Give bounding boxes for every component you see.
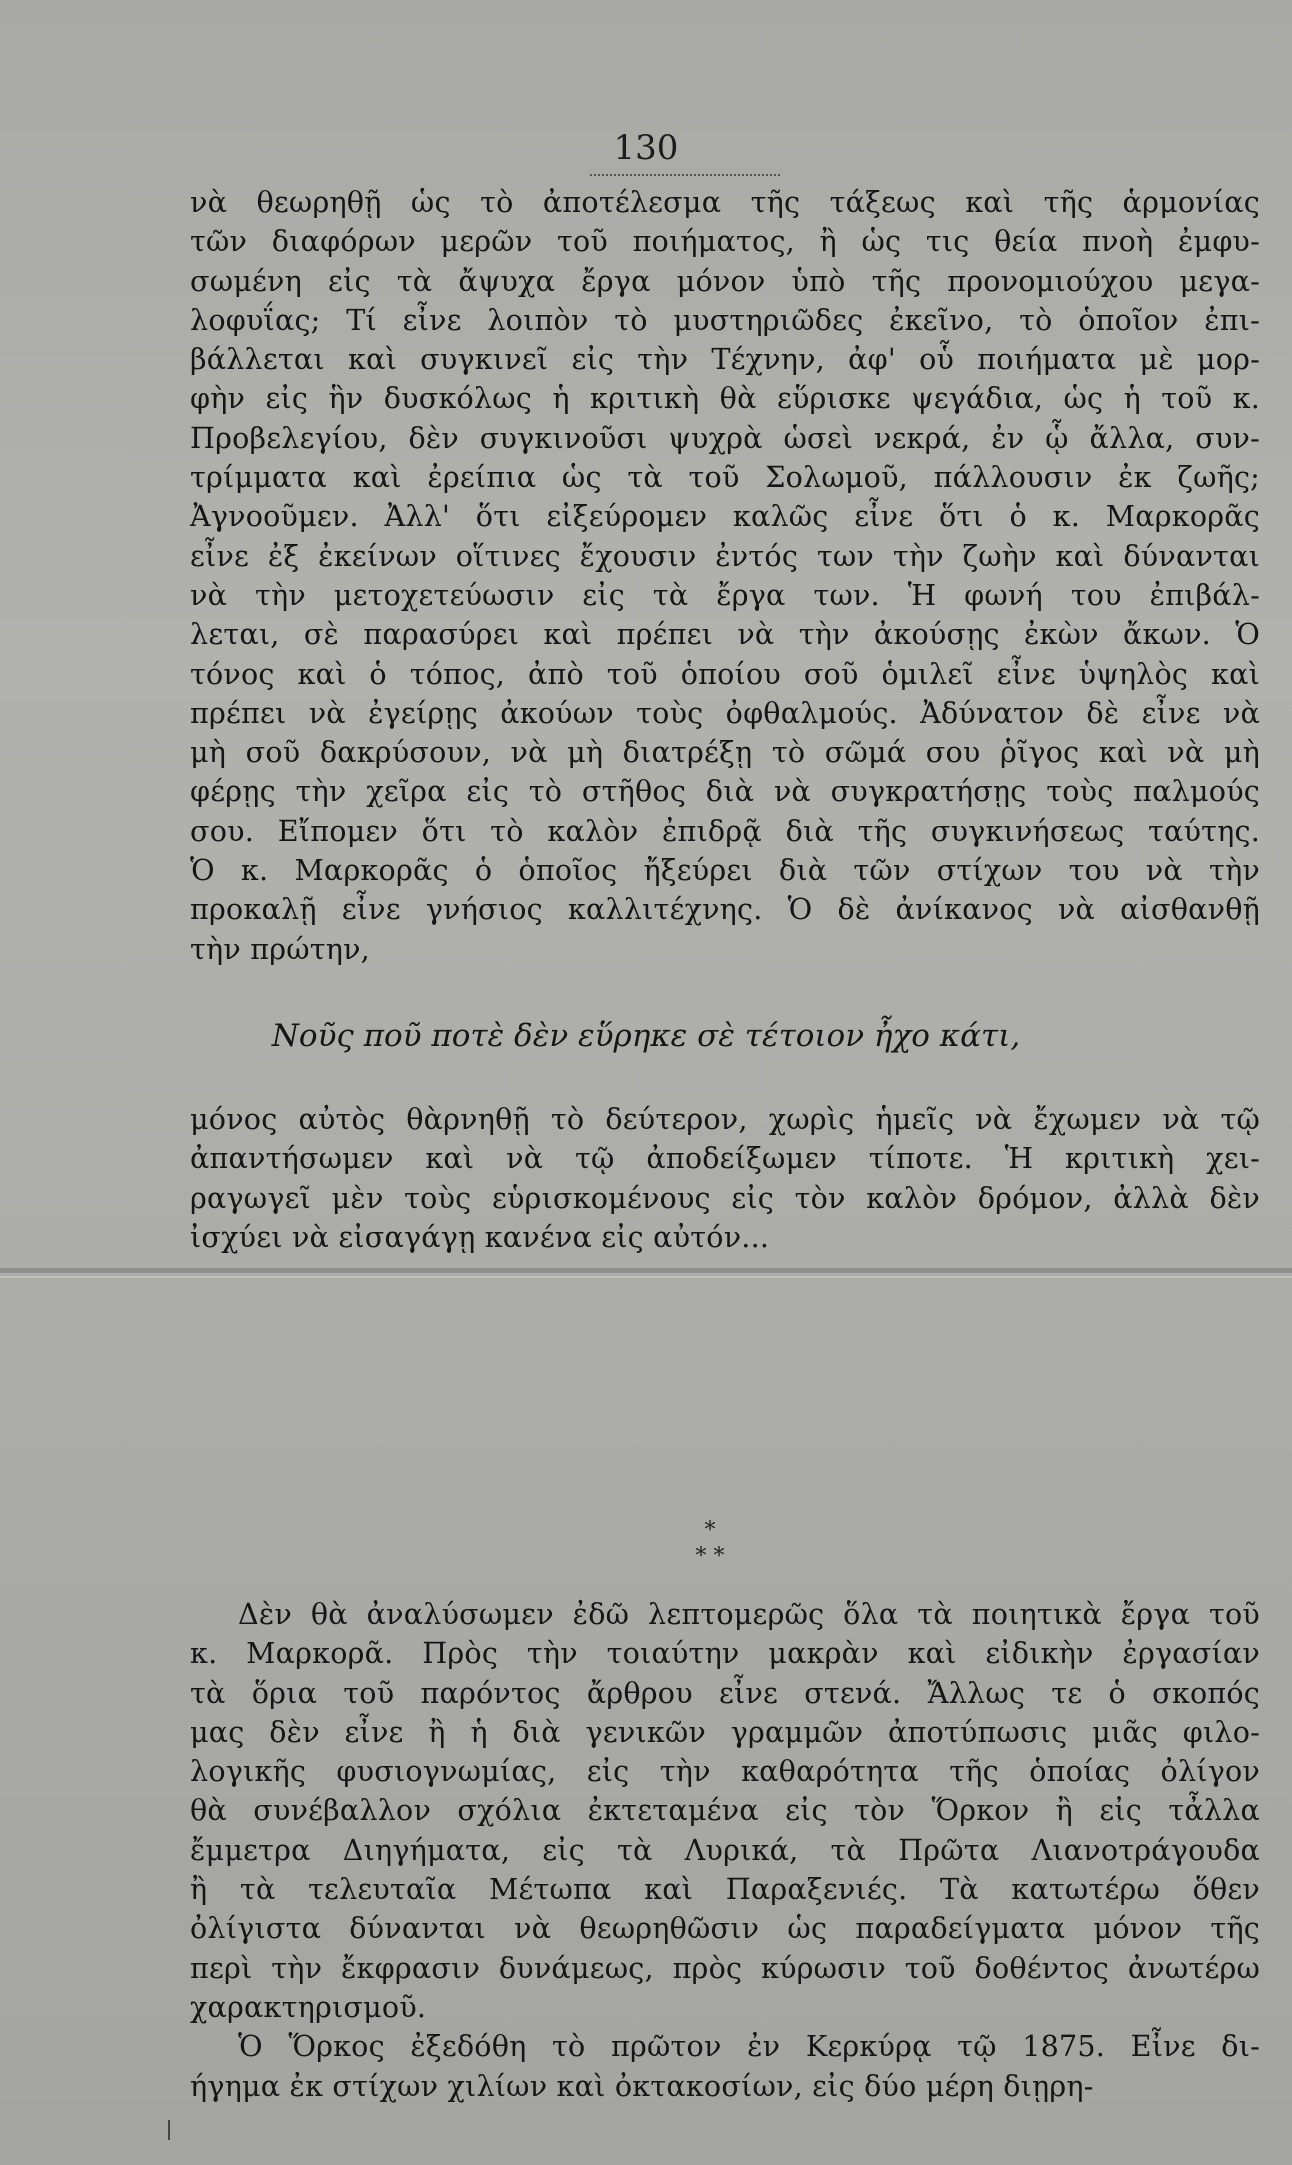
page-number-rule	[590, 174, 780, 176]
text-line: ἀπαντήσωμεν καὶ νὰ τῷ ἀποδείξωμεν τίποτε. Ἡ κριτικὴ χει-	[190, 1141, 1260, 1176]
text-line: ήγημα ἐκ στίχων χιλίων καὶ ὀκτακοσίων, εἰς δύο μέρη διῃρη-	[190, 2068, 1094, 2103]
paragraph-main	[190, 183, 1260, 969]
text-line: ραγωγεῖ μὲν τοὺς εὑρισκομένους εἰς τὸν καλὸν δρόμον, ἀλλὰ δὲν	[190, 1180, 1260, 1215]
text-line: τὴν πρώτην,	[190, 931, 370, 966]
page-fold-highlight	[0, 1276, 1292, 1278]
text-line: μὴ σοῦ δακρύσουν, νὰ μὴ διατρέξῃ τὸ σῶμά σου ῥῖγος καὶ νὰ μὴ	[190, 735, 1260, 770]
text-line: Δὲν θὰ ἀναλύσωμεν ἐδῶ λεπτομερῶς ὅλα τὰ ποιητικὰ ἔργα τοῦ	[238, 1597, 1260, 1631]
text-line: θὰ συνέβαλλον σχόλια ἐκτεταμένα εἰς τὸν Ὅρκον ἢ εἰς τἆλλα	[190, 1793, 1260, 1828]
text-line: Ὁ κ. Μαρκορᾶς ὁ ὁποῖος ἤξεύρει διὰ τῶν στίχων του νὰ τὴν	[190, 853, 1260, 888]
verse-quotation: Νοῦς ποῦ ποτὲ δὲν εὕρηκε σὲ τέτοιον ἦχο κάτι,	[271, 1018, 1021, 1054]
text-line: λοφυΐας; Τί εἶνε λοιπὸν τὸ μυστηριῶδες ἐκεῖνο, τὸ ὁποῖον ἐπι-	[190, 302, 1260, 337]
text-line: εἶνε ἐξ ἐκείνων οἵτινες ἔχουσιν ἐντός των τὴν ζωὴν καὶ δύνανται	[190, 538, 1260, 573]
text-line: μας δὲν εἶνε ἢ ἡ διὰ γενικῶν γραμμῶν ἀποτύπωσις μιᾶς φιλο-	[190, 1714, 1260, 1749]
text-line: ἢ τὰ τελευταῖα Μέτωπα καὶ Παραξενιές. Τὰ κατωτέρω ὅθεν	[190, 1872, 1260, 1907]
text-line: σου. Εἴπομεν ὅτι τὸ καλὸν ἐπιδρᾷ διὰ τῆς συγκινήσεως ταύτης.	[190, 813, 1260, 848]
text-line: λογικῆς φυσιογνωμίας, εἰς τὴν καθαρότητα τῆς ὁποίας ὀλίγον	[190, 1754, 1260, 1789]
scan-mark	[168, 2120, 170, 2140]
text-line: Προβελεγίου, δὲν συγκινοῦσι ψυχρὰ ὡσεὶ νεκρά, ἐν ᾧ ἄλλα, συν-	[190, 420, 1260, 455]
section-asterism: * * *	[695, 1518, 725, 1569]
text-line: τόνος καὶ ὁ τόπος, ἀπὸ τοῦ ὁποίου σοῦ ὁμιλεῖ εἶνε ὑψηλὸς καὶ	[190, 656, 1260, 691]
text-line: χαρακτηρισμοῦ.	[190, 1989, 427, 2024]
text-line: Ἀγνοοῦμεν. Ἀλλ' ὅτι εἰξεύρομεν καλῶς εἶνε ὅτι ὁ κ. Μαρκορᾶς	[190, 499, 1260, 534]
text-line: ἰσχύει νὰ εἰσαγάγῃ κανένα εἰς αὐτόν...	[190, 1219, 770, 1254]
text-line: Ὁ Ὅρκος ἐξεδόθη τὸ πρῶτον ἐν Κερκύρᾳ τῷ 1875. Εἶνε δι-	[238, 2029, 1260, 2064]
text-line: μόνος αὐτὸς θὰρνηθῇ τὸ δεύτερον, χωρὶς ἡμεῖς νὰ ἔχωμεν νὰ τῷ	[190, 1102, 1260, 1136]
page-fold-crease	[0, 1268, 1292, 1273]
text-line: ἔμμετρα Διηγήματα, εἰς τὰ Λυρικά, τὰ Πρῶτα Λιανοτράγουδα	[190, 1832, 1260, 1867]
text-line: βάλλεται καὶ συγκινεῖ εἰς τὴν Τέχνην, ἀφ' οὗ ποιήματα μὲ μορ-	[190, 342, 1260, 377]
text-line: νὰ θεωρηθῇ ὡς τὸ ἀποτέλεσμα τῆς τάξεως καὶ τῆς ἁρμονίας	[190, 185, 1260, 219]
text-line: τῶν διαφόρων μερῶν τοῦ ποιήματος, ἢ ὡς τις θεία πνοὴ ἐμφυ-	[190, 224, 1260, 259]
text-line: φέρῃς τὴν χεῖρα εἰς τὸ στῆθος διὰ νὰ συγκρατήσῃς τοὺς παλμούς	[190, 774, 1260, 809]
text-line: ὀλίγιστα δύνανται νὰ θεωρηθῶσιν ὡς παραδείγματα μόνον τῆς	[190, 1911, 1260, 1946]
paragraph-continuation	[190, 1100, 1260, 1257]
text-line: σωμένη εἰς τὰ ἄψυχα ἔργα μόνον ὑπὸ τῆς προνομιούχου μεγα-	[190, 263, 1260, 298]
text-line: περὶ τὴν ἔκφρασιν δυνάμεως, πρὸς κύρωσιν τοῦ δοθέντος ἀνωτέρω	[190, 1950, 1260, 1985]
text-line: πρέπει νὰ ἐγείρῃς ἀκούων τοὺς ὀφθαλμούς. Ἀδύνατον δὲ εἶνε νὰ	[190, 695, 1260, 730]
text-line: τρίμματα καὶ ἐρείπια ὡς τὰ τοῦ Σολωμοῦ, πάλλουσιν ἐκ ζωῆς;	[190, 460, 1260, 495]
text-line: φὴν εἰς ἣν δυσκόλως ἡ κριτικὴ θὰ εὕρισκε ψεγάδια, ὡς ἡ τοῦ κ.	[190, 381, 1260, 416]
paragraph-new-section	[190, 1595, 1260, 2106]
text-line: προκαλῇ εἶνε γνήσιος καλλιτέχνης. Ὁ δὲ ἀνίκανος νὰ αἰσθανθῇ	[190, 892, 1260, 927]
text-line: κ. Μαρκορᾶ. Πρὸς τὴν τοιαύτην μακρὰν καὶ εἰδικὴν ἐργασίαν	[190, 1636, 1260, 1671]
text-line: νὰ τὴν μετοχετεύωσιν εἰς τὰ ἔργα των. Ἡ φωνή του ἐπιβάλ-	[190, 577, 1260, 612]
text-line: λεται, σὲ παρασύρει καὶ πρέπει νὰ τὴν ἀκούσῃς ἐκὼν ἄκων. Ὁ	[190, 617, 1260, 652]
text-line: τὰ ὅρια τοῦ παρόντος ἄρθρου εἶνε στενά. Ἄλλως τε ὁ σκοπός	[190, 1675, 1260, 1710]
page-number: 130	[613, 128, 679, 168]
